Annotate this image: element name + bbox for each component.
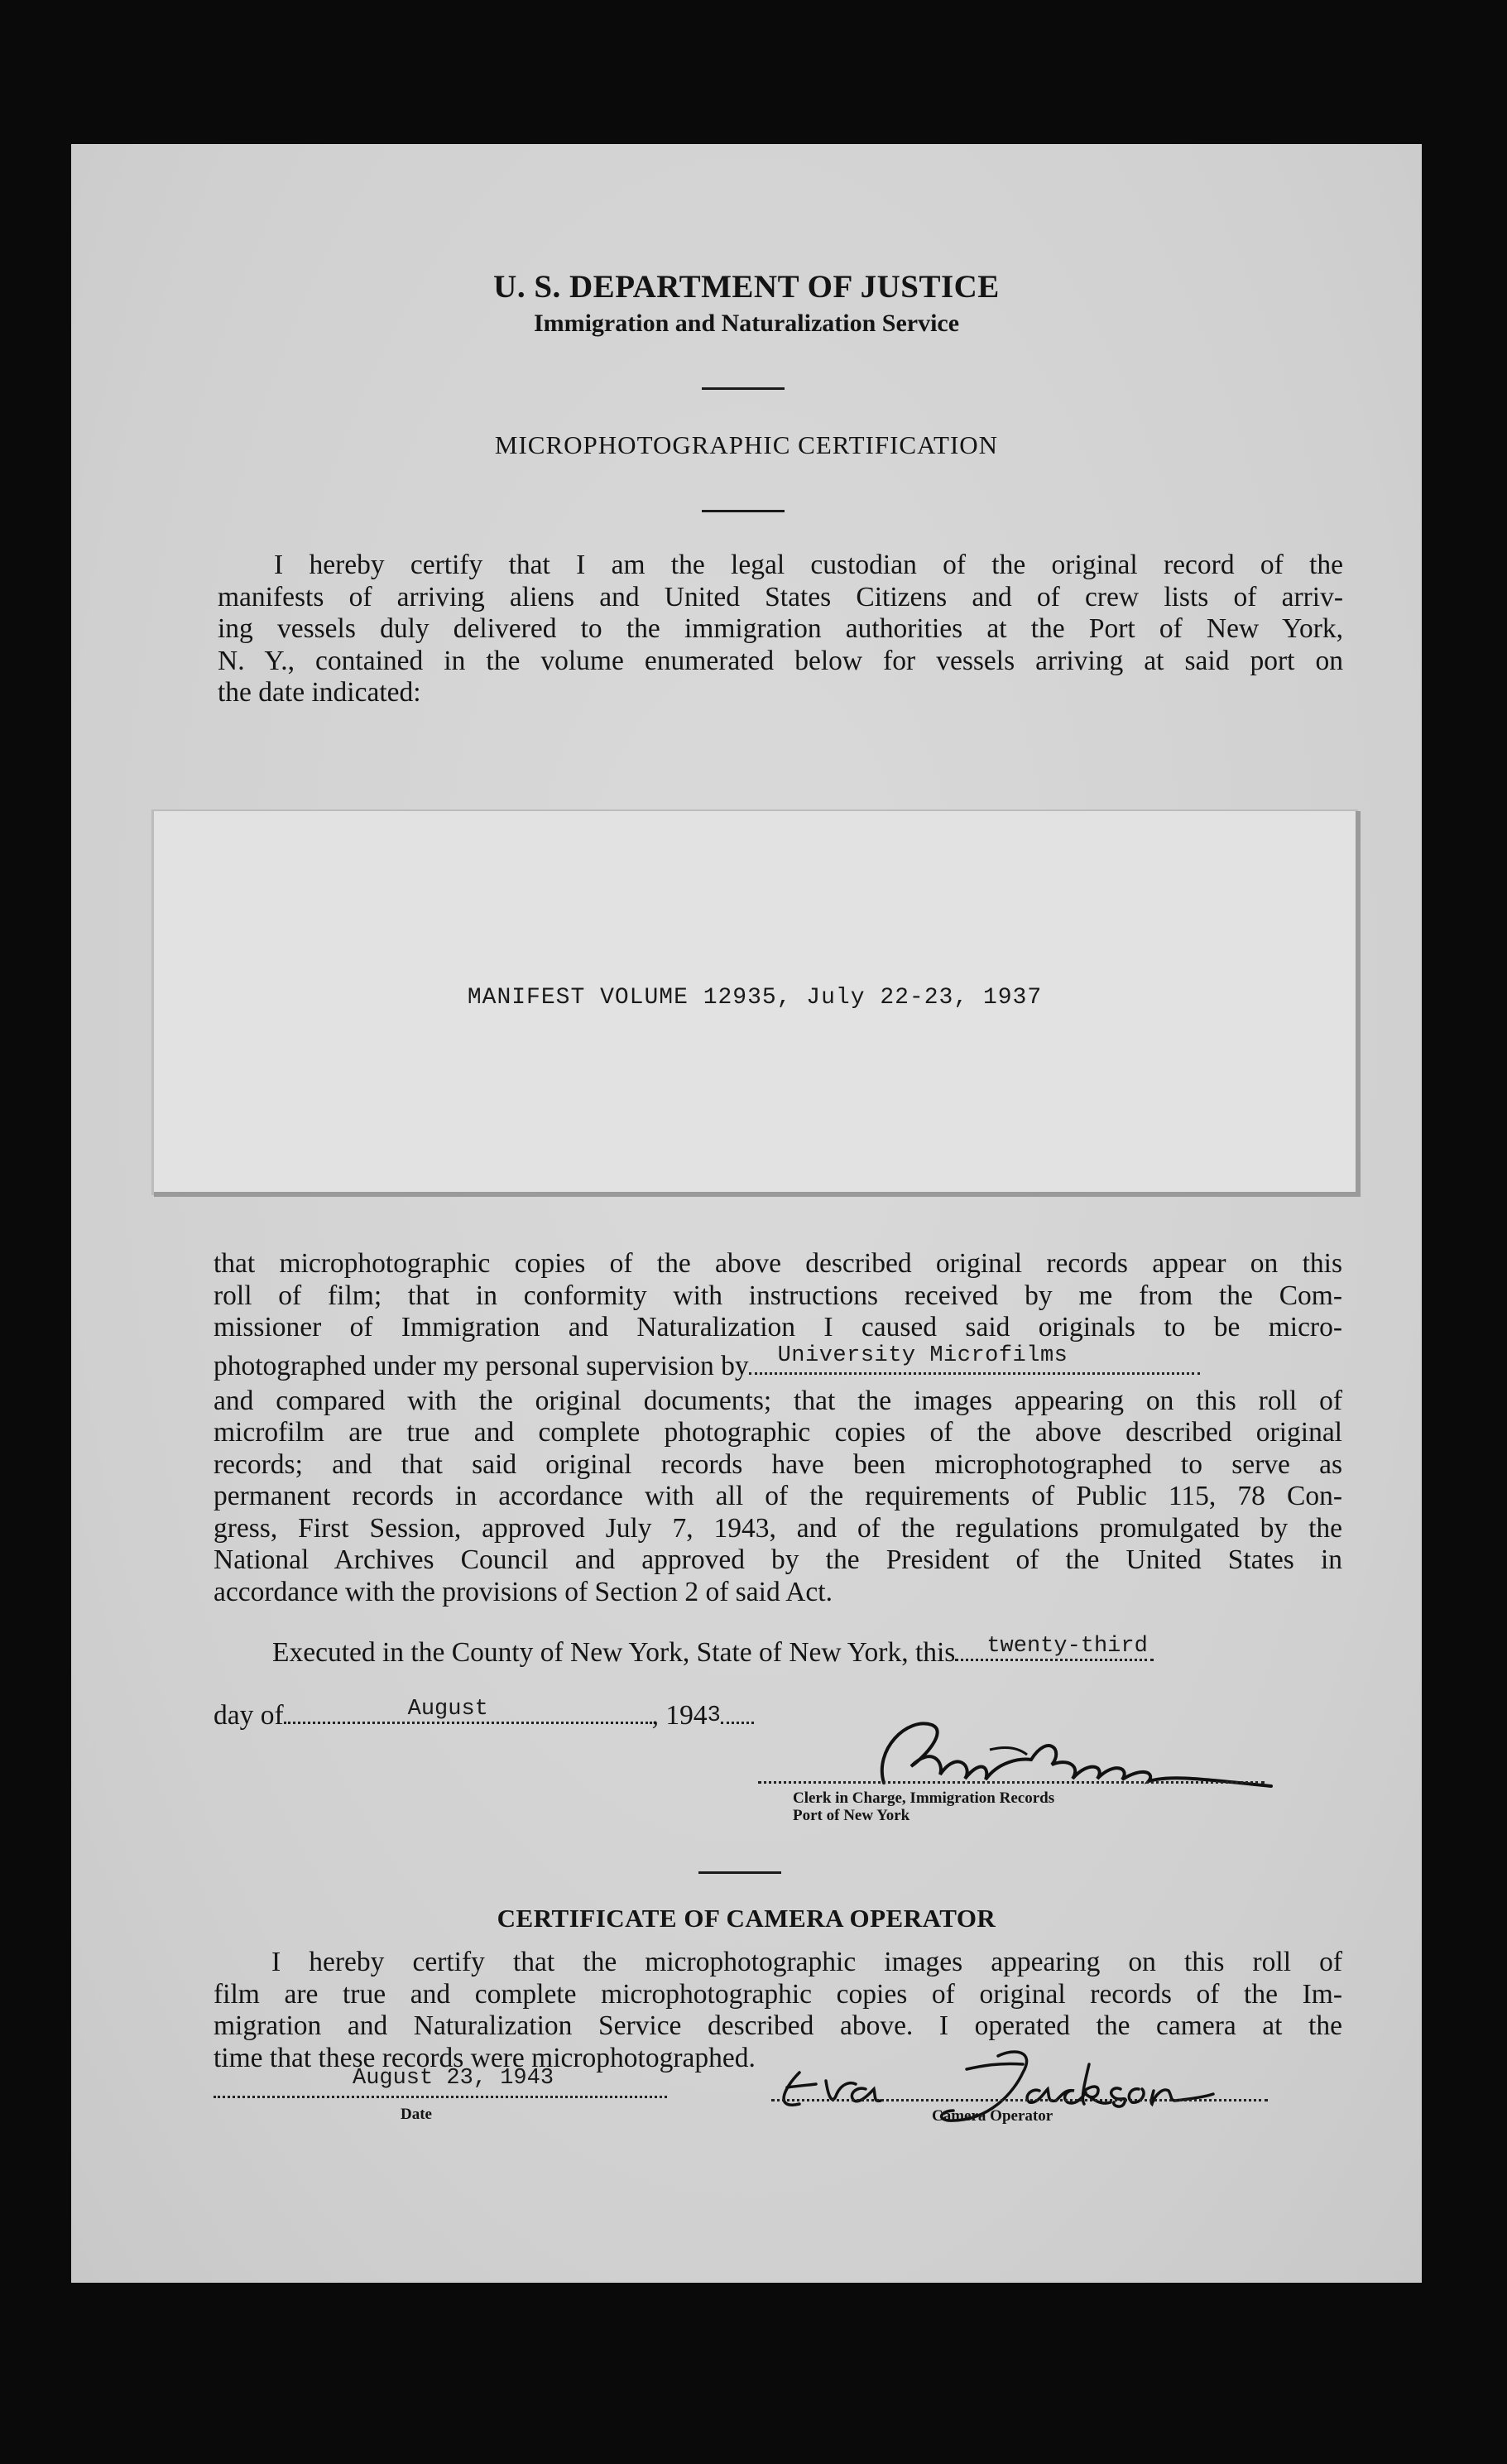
- clerk-title: Clerk in Charge, Immigration Records: [793, 1789, 1055, 1807]
- camera-line: time that these records were microphotographed.: [214, 2042, 756, 2073]
- intro-line: manifests of arriving aliens and United States Citizens and of crew lists of arriv-: [218, 581, 1343, 612]
- body-line: records; and that said original records have been microphotographed to serve as: [214, 1448, 1342, 1480]
- clerk-location: Port of New York: [793, 1807, 910, 1824]
- body-line: that microphotographic copies of the above described original records appear on this: [214, 1248, 1342, 1279]
- title-divider: [702, 510, 785, 512]
- camera-line: film are true and complete microphotographic copies of original records of the Im-: [214, 1978, 1342, 2010]
- supervision-line: [214, 1344, 1342, 1386]
- clerk-signature-line: [758, 1781, 1265, 1784]
- body-line: roll of film; that in conformity with instructions received by me from the Com-: [214, 1280, 1342, 1311]
- body-line: missioner of Immigration and Naturalization I caused said originals to be micro-: [214, 1312, 1342, 1342]
- body-line: permanent records in accordance with all of the requirements of Public 115, 78 Con-: [214, 1481, 1342, 1511]
- day-of-label: day of: [214, 1700, 284, 1731]
- executed-line: [272, 1634, 1154, 1669]
- camera-line: I hereby certify that the microphotographic images appearing on this roll of: [271, 1947, 1342, 1977]
- intro-line: the date indicated:: [218, 677, 421, 708]
- camera-operator-label: Camera Operator: [932, 2107, 1053, 2125]
- manifest-volume-label: MANIFEST VOLUME 12935, July 22-23, 1937: [467, 985, 1043, 1011]
- body-line: gress, First Session, approved July 7, 1943, and of the regulations promulgated by the: [214, 1512, 1342, 1544]
- body-line: microfilm are true and complete photographic copies of the above described original: [214, 1417, 1342, 1448]
- service-subtitle: Immigration and Naturalization Service: [533, 310, 960, 337]
- section-divider: [698, 1871, 781, 1874]
- day-fill-field: [955, 1634, 1154, 1661]
- supervision-label: photographed under my personal supervision by: [214, 1350, 749, 1381]
- supervision-value: University Microfilms: [777, 1343, 1068, 1368]
- intro-line: N. Y., contained in the volume enumerated below for vessels arriving at said port on: [218, 645, 1343, 676]
- intro-paragraph: [218, 550, 1343, 709]
- year-label: , 194: [651, 1700, 708, 1731]
- executed-label: Executed in the County of New York, State of New York, this: [272, 1637, 956, 1668]
- camera-certificate-title: CERTIFICATE OF CAMERA OPERATOR: [497, 1904, 996, 1933]
- year-digit: 3: [707, 1703, 721, 1728]
- operator-signature-line: [771, 2099, 1268, 2101]
- intro-line: I hereby certify that I am the legal custodian of the original record of the: [274, 550, 1343, 580]
- month-fill-field: [284, 1697, 652, 1724]
- year-fill-field: [721, 1697, 754, 1724]
- manifest-insert-card: [154, 811, 1361, 1197]
- body-line: accordance with the provisions of Section 2 of said Act.: [214, 1576, 833, 1607]
- month-value: August: [407, 1697, 488, 1722]
- date-fill-field: [214, 2096, 667, 2098]
- department-title: U. S. DEPARTMENT OF JUSTICE: [493, 269, 1000, 305]
- body-paragraph: [214, 1248, 1342, 1608]
- body-line: and compared with the original documents; that the images appearing on this roll of: [214, 1385, 1342, 1416]
- day-of-line: [214, 1697, 754, 1732]
- day-value: twenty-third: [986, 1634, 1148, 1659]
- camera-line: migration and Naturalization Service described above. I operated the camera at the: [214, 2010, 1342, 2041]
- certificate-page: [71, 144, 1422, 2283]
- header-divider: [702, 387, 785, 390]
- supervision-fill-field: [749, 1343, 1200, 1375]
- date-label: Date: [401, 2106, 432, 2123]
- body-line: National Archives Council and approved by the President of the United States in: [214, 1544, 1342, 1575]
- clerk-signature: [841, 1700, 1313, 1799]
- intro-line: ing vessels duly delivered to the immigration authorities at the Port of New York,: [218, 613, 1343, 644]
- date-value: August 23, 1943: [353, 2066, 554, 2091]
- certification-title: MICROPHOTOGRAPHIC CERTIFICATION: [494, 430, 999, 459]
